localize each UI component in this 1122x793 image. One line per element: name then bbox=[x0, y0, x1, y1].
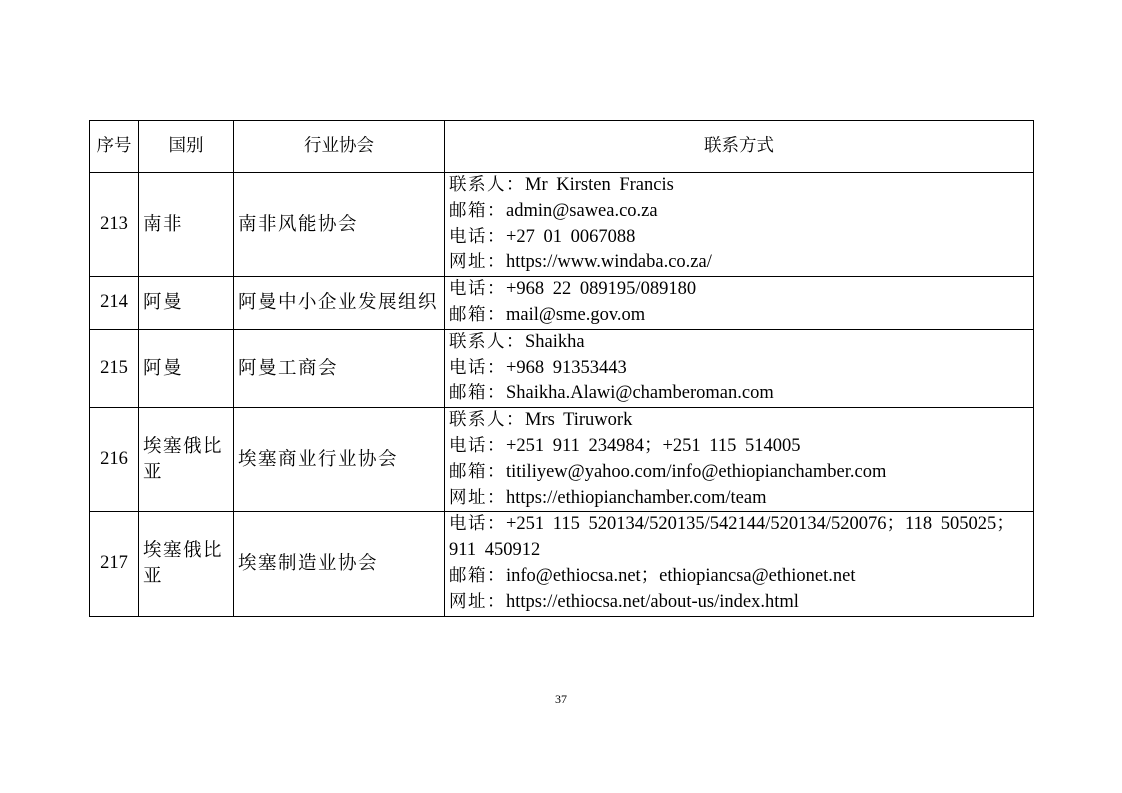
row-country: 阿曼 bbox=[139, 329, 234, 407]
contact-label: 邮箱： bbox=[449, 304, 506, 325]
contact-label: 邮箱： bbox=[449, 383, 506, 404]
contact-label: 网址： bbox=[449, 487, 506, 508]
contact-line bbox=[449, 486, 1029, 512]
row-serial-number: 217 bbox=[90, 512, 139, 616]
contact-line bbox=[449, 512, 1029, 564]
contact-value: +251 115 520134/520135/542144/520134/520076；118 505025；911 450912 bbox=[449, 514, 1015, 561]
contact-line bbox=[449, 199, 1029, 225]
contact-label: 电话： bbox=[449, 514, 506, 535]
contact-label: 联系人： bbox=[449, 410, 525, 431]
contact-label: 网址： bbox=[449, 591, 506, 612]
header-country: 国别 bbox=[139, 121, 234, 173]
association-contact-table bbox=[89, 120, 1034, 617]
row-association: 阿曼中小企业发展组织 bbox=[234, 277, 445, 330]
contact-line bbox=[449, 434, 1029, 460]
row-contact bbox=[445, 512, 1034, 616]
row-country: 埃塞俄比亚 bbox=[139, 408, 234, 512]
contact-value: https://www.windaba.co.za/ bbox=[506, 252, 712, 273]
contact-label: 联系人： bbox=[449, 331, 525, 352]
contact-line bbox=[449, 460, 1029, 486]
contact-line bbox=[449, 590, 1029, 616]
contact-line bbox=[449, 356, 1029, 382]
table-row bbox=[90, 277, 1034, 330]
row-serial-number: 214 bbox=[90, 277, 139, 330]
contact-label: 网址： bbox=[449, 252, 506, 273]
contact-line bbox=[449, 408, 1029, 434]
contact-value: +968 22 089195/089180 bbox=[506, 279, 697, 300]
header-contact: 联系方式 bbox=[445, 121, 1034, 173]
row-country: 南非 bbox=[139, 173, 234, 277]
contact-label: 电话： bbox=[449, 226, 506, 247]
contact-line bbox=[449, 277, 1029, 303]
header-association: 行业协会 bbox=[234, 121, 445, 173]
contact-value: Shaikha bbox=[525, 331, 585, 352]
contact-line bbox=[449, 225, 1029, 251]
table-row bbox=[90, 329, 1034, 407]
row-serial-number: 213 bbox=[90, 173, 139, 277]
row-association: 埃塞商业行业协会 bbox=[234, 408, 445, 512]
contact-line bbox=[449, 250, 1029, 276]
contact-value: mail@sme.gov.om bbox=[506, 304, 646, 325]
row-association: 埃塞制造业协会 bbox=[234, 512, 445, 616]
contact-value: +968 91353443 bbox=[506, 357, 627, 378]
contact-value: Mrs Tiruwork bbox=[525, 410, 633, 431]
contact-value: +251 911 234984；+251 115 514005 bbox=[506, 435, 801, 456]
row-contact bbox=[445, 277, 1034, 330]
contact-label: 邮箱： bbox=[449, 565, 506, 586]
row-association: 阿曼工商会 bbox=[234, 329, 445, 407]
contact-label: 联系人： bbox=[449, 175, 525, 195]
contact-label: 邮箱： bbox=[449, 461, 506, 482]
table-row bbox=[90, 408, 1034, 512]
row-contact bbox=[445, 173, 1034, 277]
contact-label: 邮箱： bbox=[449, 200, 506, 221]
row-association: 南非风能协会 bbox=[234, 173, 445, 277]
row-country: 阿曼 bbox=[139, 277, 234, 330]
header-serial-number: 序号 bbox=[90, 121, 139, 173]
row-country: 埃塞俄比亚 bbox=[139, 512, 234, 616]
contact-line bbox=[449, 330, 1029, 356]
contact-label: 电话： bbox=[449, 279, 506, 300]
row-contact bbox=[445, 329, 1034, 407]
page-number: 37 bbox=[555, 692, 567, 706]
contact-value: admin@sawea.co.za bbox=[506, 200, 658, 221]
table-row bbox=[90, 512, 1034, 616]
contact-line bbox=[449, 381, 1029, 407]
table-header-row bbox=[90, 121, 1034, 173]
contact-value: titiliyew@yahoo.com/info@ethiopianchamber.com bbox=[506, 461, 887, 482]
contact-value: Mr Kirsten Francis bbox=[525, 175, 674, 195]
contact-label: 电话： bbox=[449, 435, 506, 456]
contact-value: https://ethiopianchamber.com/team bbox=[506, 487, 767, 508]
contact-value: https://ethiocsa.net/about-us/index.html bbox=[506, 591, 799, 612]
row-contact bbox=[445, 408, 1034, 512]
row-serial-number: 216 bbox=[90, 408, 139, 512]
contact-label: 电话： bbox=[449, 357, 506, 378]
contact-value: +27 01 0067088 bbox=[506, 226, 636, 247]
contact-line bbox=[449, 564, 1029, 590]
contact-value: Shaikha.Alawi@chamberoman.com bbox=[506, 383, 774, 404]
table-row bbox=[90, 173, 1034, 277]
contact-value: info@ethiocsa.net；ethiopiancsa@ethionet.net bbox=[506, 565, 856, 586]
contact-line bbox=[449, 173, 1029, 199]
contact-line bbox=[449, 303, 1029, 329]
row-serial-number: 215 bbox=[90, 329, 139, 407]
